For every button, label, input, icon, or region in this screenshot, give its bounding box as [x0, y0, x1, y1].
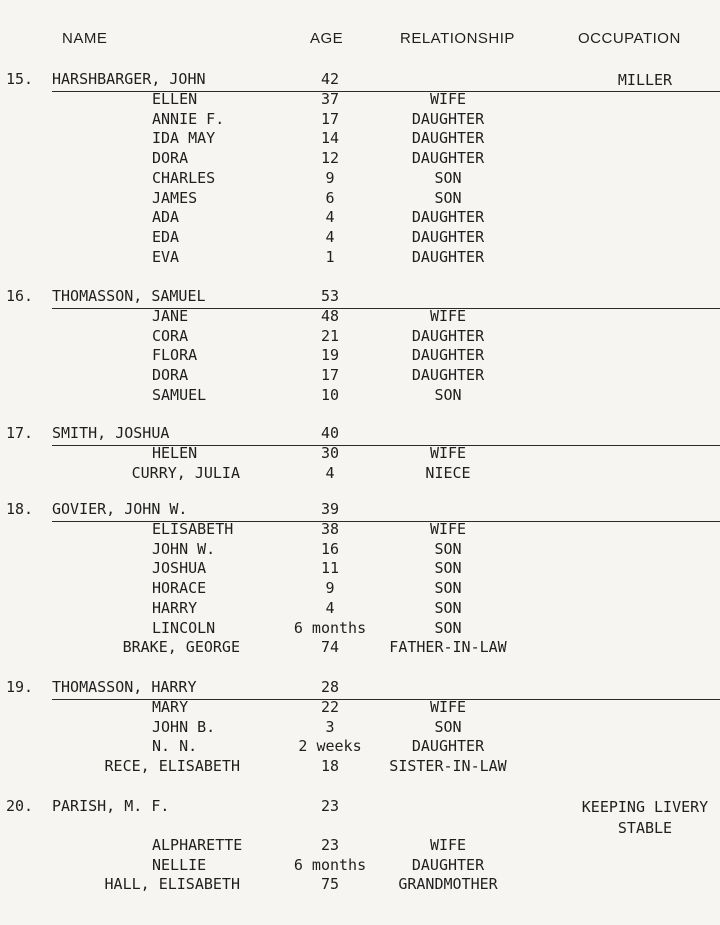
- household-head-row: [0, 424, 720, 444]
- head-of-household-name: THOMASSON, SAMUEL: [52, 287, 206, 305]
- member-relationship: WIFE: [429, 307, 467, 325]
- household-member-row: [0, 444, 720, 464]
- member-name: JANE: [152, 307, 189, 325]
- household-member-row: [0, 599, 720, 619]
- household-number: 15.: [6, 70, 34, 88]
- member-name: ELISABETH: [152, 520, 234, 538]
- household-member-row: [0, 737, 720, 757]
- member-age: 1: [325, 247, 335, 266]
- member-age: 6 months: [293, 618, 367, 637]
- member-name: JOHN W.: [152, 539, 216, 558]
- member-relationship: SON: [434, 618, 462, 637]
- column-header-occupation: OCCUPATION: [578, 30, 681, 47]
- household-member-row: [0, 248, 720, 268]
- household-member-row: [0, 110, 720, 130]
- member-name: EDA: [152, 227, 180, 246]
- member-relationship: DAUGHTER: [411, 855, 485, 874]
- member-age: 14: [320, 129, 340, 148]
- member-relationship: DAUGHTER: [411, 326, 485, 345]
- household-member-row: [0, 619, 720, 639]
- household-member-row: [0, 208, 720, 228]
- head-of-household-age: 40: [320, 424, 340, 442]
- member-relationship: SON: [434, 385, 462, 404]
- member-age: 22: [320, 698, 340, 716]
- member-age: 21: [320, 326, 340, 345]
- member-name: HARRY: [152, 598, 198, 617]
- member-relationship: SON: [434, 559, 462, 578]
- household-head-row: [0, 797, 720, 837]
- household-member-row: [0, 520, 720, 540]
- member-relationship: GRANDMOTHER: [398, 875, 498, 894]
- household-member-row: [0, 169, 720, 189]
- member-name: NELLIE: [152, 855, 207, 874]
- household-number: 16.: [6, 287, 34, 305]
- member-name: EVA: [152, 247, 180, 266]
- head-of-household-occupation: KEEPING LIVERY STABLE: [581, 798, 709, 837]
- head-of-household-name: THOMASSON, HARRY: [52, 678, 197, 696]
- member-name: HELEN: [152, 444, 198, 462]
- member-relationship: DAUGHTER: [411, 109, 485, 128]
- member-name: SAMUEL: [152, 385, 207, 404]
- member-age: 9: [325, 168, 335, 187]
- member-age: 11: [320, 559, 340, 578]
- member-name: CURRY, JULIA: [131, 463, 240, 482]
- member-name: IDA MAY: [152, 129, 216, 148]
- column-header-age: AGE: [310, 30, 344, 47]
- member-name: HALL, ELISABETH: [104, 875, 240, 894]
- member-age: 48: [320, 307, 340, 325]
- household-head-row: [0, 287, 720, 307]
- household-member-row: [0, 149, 720, 169]
- member-age: 37: [320, 90, 340, 108]
- household-member-row: [0, 718, 720, 738]
- household-member-row: [0, 189, 720, 209]
- member-relationship: NIECE: [425, 463, 471, 482]
- member-name: DORA: [152, 149, 189, 168]
- member-age: 75: [320, 875, 340, 894]
- member-name: CORA: [152, 326, 189, 345]
- household-member-row: [0, 579, 720, 599]
- member-relationship: DAUGHTER: [411, 149, 485, 168]
- member-relationship: WIFE: [429, 444, 467, 462]
- household-member-row: [0, 559, 720, 579]
- column-header-relationship: RELATIONSHIP: [400, 30, 515, 47]
- member-relationship: SON: [434, 598, 462, 617]
- member-age: 9: [325, 579, 335, 598]
- column-header-name: NAME: [62, 30, 108, 47]
- member-age: 19: [320, 346, 340, 365]
- member-age: 23: [320, 836, 340, 854]
- household-member-row: [0, 856, 720, 876]
- household-member-row: [0, 386, 720, 406]
- member-age: 17: [320, 109, 340, 128]
- member-relationship: DAUGHTER: [411, 208, 485, 227]
- household-member-row: [0, 698, 720, 718]
- household-member-row: [0, 307, 720, 327]
- head-of-household-name: SMITH, JOSHUA: [52, 424, 170, 442]
- household-head-row: [0, 500, 720, 520]
- member-age: 4: [325, 227, 335, 246]
- member-name: JAMES: [152, 188, 198, 207]
- household-member-row: [0, 346, 720, 366]
- head-of-household-occupation: MILLER: [617, 71, 673, 89]
- member-relationship: SON: [434, 539, 462, 558]
- member-age: 12: [320, 149, 340, 168]
- household-number: 19.: [6, 678, 34, 696]
- member-relationship: WIFE: [429, 698, 467, 716]
- head-of-household-name: GOVIER, JOHN W.: [52, 500, 188, 518]
- member-age: 38: [320, 520, 340, 538]
- member-relationship: WIFE: [429, 520, 467, 538]
- member-relationship: SON: [434, 168, 462, 187]
- household-member-row: [0, 90, 720, 110]
- household-member-row: [0, 540, 720, 560]
- member-relationship: WIFE: [429, 90, 467, 108]
- member-relationship: FATHER-IN-LAW: [389, 638, 507, 657]
- head-of-household-name: PARISH, M. F.: [52, 797, 170, 815]
- member-name: ADA: [152, 208, 180, 227]
- member-name: BRAKE, GEORGE: [122, 638, 240, 657]
- household-member-row: [0, 836, 720, 856]
- member-relationship: DAUGHTER: [411, 227, 485, 246]
- head-of-household-age: 28: [320, 678, 340, 696]
- member-relationship: DAUGHTER: [411, 346, 485, 365]
- household-number: 20.: [6, 797, 34, 815]
- member-name: RECE, ELISABETH: [104, 757, 240, 776]
- member-age: 18: [320, 757, 340, 776]
- household-member-row: [0, 875, 720, 895]
- household-member-row: [0, 464, 720, 484]
- household-member-row: [0, 638, 720, 658]
- member-name: LINCOLN: [152, 618, 216, 637]
- member-name: ALPHARETTE: [152, 836, 243, 854]
- member-age: 6 months: [293, 855, 367, 874]
- member-name: N. N.: [152, 737, 198, 756]
- household-member-row: [0, 327, 720, 347]
- member-relationship: DAUGHTER: [411, 366, 485, 385]
- member-relationship: DAUGHTER: [411, 737, 485, 756]
- member-name: DORA: [152, 366, 189, 385]
- member-age: 4: [325, 598, 335, 617]
- household-number: 18.: [6, 500, 34, 518]
- household-head-row: [0, 70, 720, 90]
- member-age: 4: [325, 463, 335, 482]
- household-head-row: [0, 678, 720, 698]
- member-relationship: SISTER-IN-LAW: [389, 757, 507, 776]
- member-age: 74: [320, 638, 340, 657]
- member-relationship: SON: [434, 579, 462, 598]
- member-name: JOHN B.: [152, 717, 216, 736]
- member-age: 17: [320, 366, 340, 385]
- head-of-household-age: 23: [320, 797, 340, 815]
- member-name: FLORA: [152, 346, 198, 365]
- member-relationship: DAUGHTER: [411, 129, 485, 148]
- member-name: JOSHUA: [152, 559, 207, 578]
- member-relationship: WIFE: [429, 836, 467, 854]
- member-relationship: DAUGHTER: [411, 247, 485, 266]
- member-age: 10: [320, 385, 340, 404]
- member-age: 6: [325, 188, 335, 207]
- member-relationship: SON: [434, 717, 462, 736]
- member-age: 30: [320, 444, 340, 462]
- member-name: HORACE: [152, 579, 207, 598]
- member-age: 4: [325, 208, 335, 227]
- household-member-row: [0, 228, 720, 248]
- household-member-row: [0, 366, 720, 386]
- head-of-household-age: 42: [320, 70, 340, 88]
- household-member-row: [0, 757, 720, 777]
- head-of-household-age: 53: [320, 287, 340, 305]
- head-of-household-age: 39: [320, 500, 340, 518]
- member-age: 16: [320, 539, 340, 558]
- member-name: ELLEN: [152, 90, 198, 108]
- member-name: CHARLES: [152, 168, 216, 187]
- member-age: 3: [325, 717, 335, 736]
- household-member-row: [0, 129, 720, 149]
- member-name: ANNIE F.: [152, 109, 225, 128]
- member-relationship: SON: [434, 188, 462, 207]
- member-name: MARY: [152, 698, 189, 716]
- member-age: 2 weeks: [298, 737, 362, 756]
- head-of-household-name: HARSHBARGER, JOHN: [52, 70, 206, 88]
- household-number: 17.: [6, 424, 34, 442]
